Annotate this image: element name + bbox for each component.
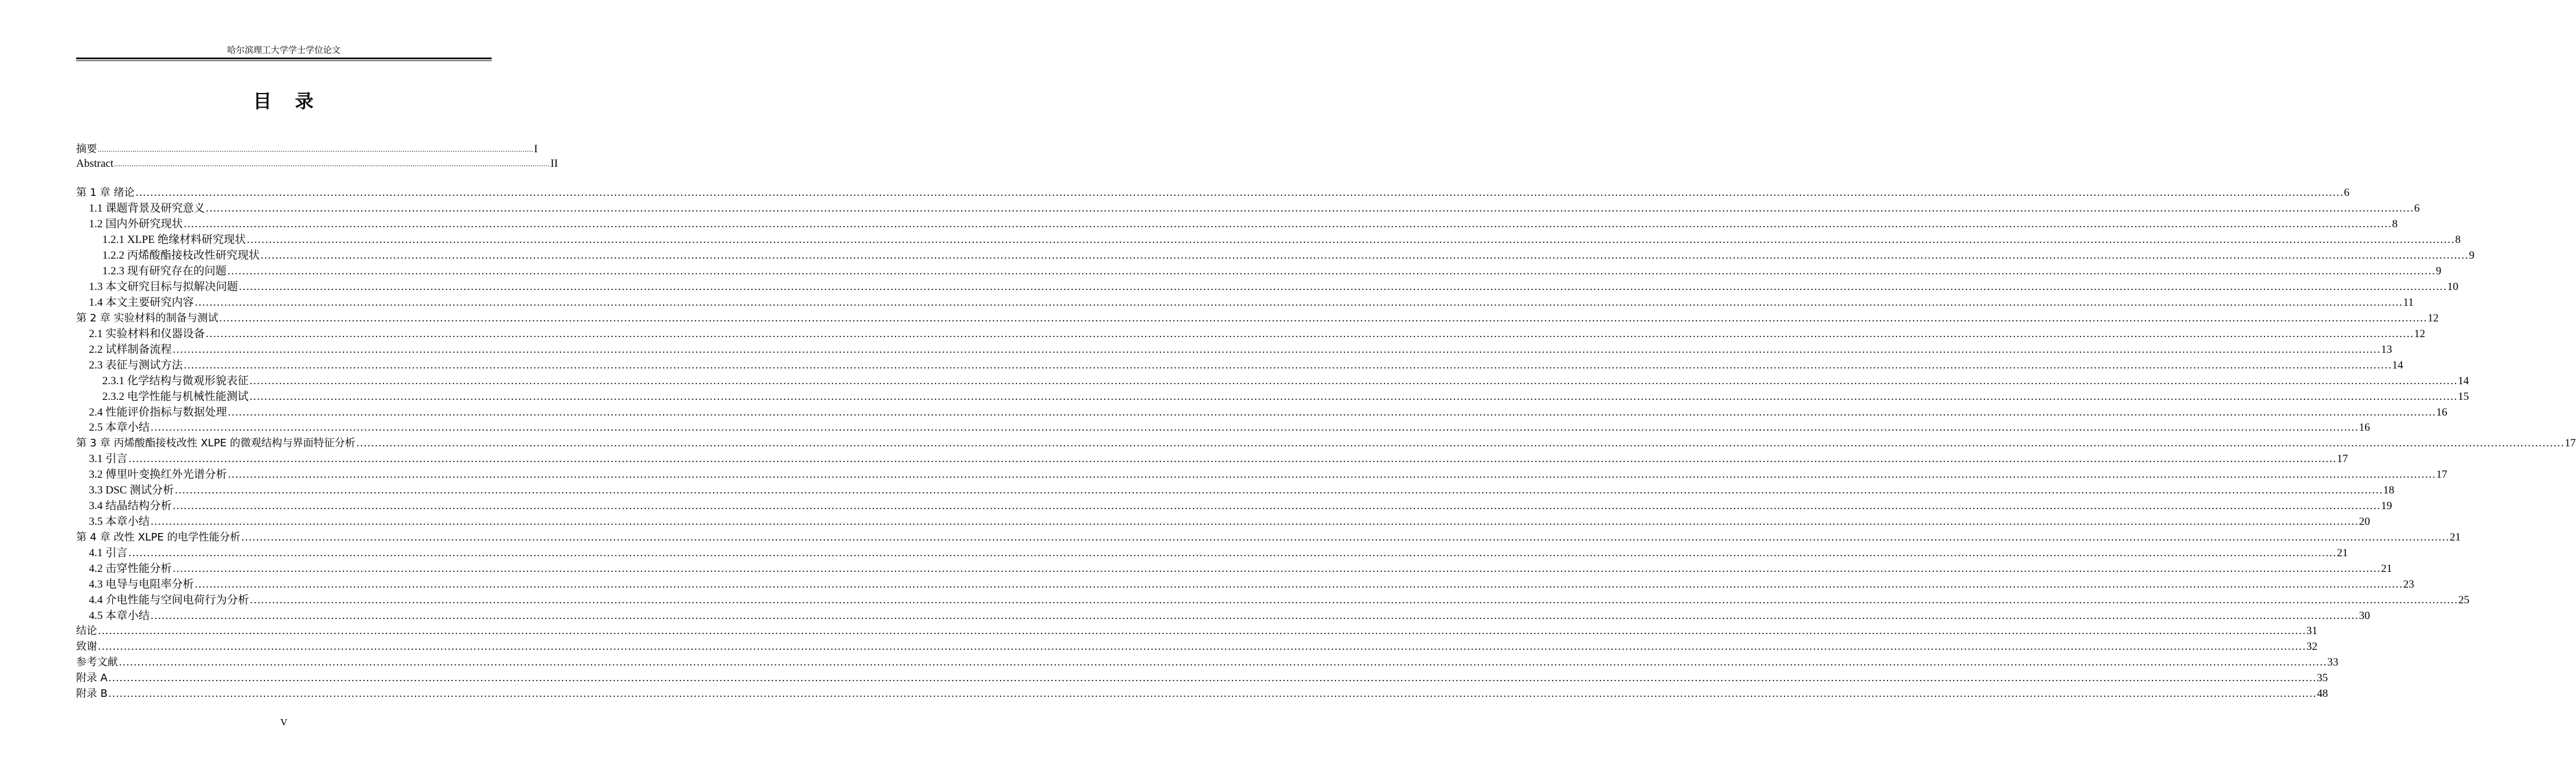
title-char-2: 录 — [295, 90, 315, 112]
toc-entry-label: 1.4 本文主要研究内容 — [89, 296, 194, 309]
toc-entry-page: 32 — [2306, 641, 2317, 653]
toc-entry-page: 18 — [2383, 484, 2395, 496]
toc-leader-dots: …………………………………………………………………………………………………………………………………………………………………………………………………………………………………………………………………………………………………………………………………………………………………………………………………………………………………………………………………………………………………………………………………………………… — [205, 328, 2414, 340]
toc-leader-dots: …………………………………………………………………………………………………………………………………………………………………………………………………………………………………………………………………………………………………………………………………………………………………………………………………………………………………………………………………………………………………………………………………………………… — [205, 202, 2414, 214]
toc-leader-dots: …………………………………………………………………………………………………………………………………………………………………………………………………………………………………………………………………………………………………………………………………………………………………………………………………………………………………………………………………………………………………………………………………………………… — [356, 437, 2564, 449]
toc-entry-page: 48 — [2317, 688, 2328, 700]
toc-entry — [76, 156, 558, 171]
toc-entry-label: 2.1 实验材料和仪器设备 — [89, 328, 205, 340]
toc-entry-label: 2.2 试样制备流程 — [89, 344, 172, 356]
toc-entry — [76, 405, 2448, 420]
toc-entry — [76, 482, 2395, 498]
toc-entry-label: 4.2 击穿性能分析 — [89, 563, 172, 575]
toc-entry-page: 17 — [2564, 437, 2576, 449]
toc-leader-dots: …………………………………………………………………………………………………………………………………………………………………………………………………………………………………………………………………………………………………………………………………………………………………………………………………………………………………………………………………………………………………………………………………………………… — [150, 421, 2359, 434]
toc-entry-label: 附录 A — [76, 672, 108, 684]
toc-entry-label: 3.1 引言 — [89, 453, 128, 465]
toc-entry-label: 1.2.2 丙烯酸酯接枝改性研究现状 — [102, 249, 260, 262]
toc-entry-label: Abstract — [76, 158, 114, 170]
toc-entry-label: 4.4 介电性能与空间电荷行为分析 — [89, 594, 249, 606]
toc-entry-page: 31 — [2306, 625, 2317, 637]
toc-entry-label: 3.2 傅里叶变换红外光谱分析 — [89, 468, 227, 481]
header-rule-thin — [76, 60, 492, 61]
toc-entry-page: 25 — [2458, 594, 2470, 606]
toc-entry-page: 6 — [2414, 202, 2420, 214]
toc-entry-page: 21 — [2337, 547, 2348, 559]
toc-entry-label: 4.5 本章小结 — [89, 610, 150, 622]
toc-entry-label: 2.3 表征与测试方法 — [89, 359, 183, 371]
toc-entry — [76, 357, 2403, 373]
toc-entry — [76, 514, 2370, 529]
toc-leader-dots: …………………………………………………………………………………………………………………………………………………………………………………………………………………………………………………………………………………………………………………………………………………………………………………………………………………………………………………………………………………………………………………………………………………… — [227, 468, 2436, 481]
toc-entry-page: 10 — [2447, 281, 2459, 293]
toc-entry — [76, 420, 2370, 435]
toc-entry-page: 21 — [2381, 563, 2392, 575]
toc-entry — [76, 201, 2420, 216]
toc-entry-page: 11 — [2403, 296, 2414, 309]
toc-leader-dots: …………………………………………………………………………………………………………………………………………………………………………………………………………………………………………………………………………………………………………………………………………………………………………………………………………………………………………………………………………………………………………………………………………………… — [260, 249, 2468, 262]
toc-leader-dots: …………………………………………………………………………………………………………………………………………………………………………………………………………………………………………………………………………………………………………………………………………………………………………………………………………………………………………………………………………………………………………………………………………………… — [128, 547, 2337, 559]
toc-entry-label: 1.2.3 现有研究存在的问题 — [102, 265, 227, 277]
toc-entry — [76, 373, 2469, 389]
toc-entry-page: 9 — [2468, 249, 2475, 262]
toc-leader-dots: …………………………………………………………………………………………………………………………………………………………………………………………………………………………………………………………………………………………………………………………………………………………………………………………………………………………………………………………………………………………………………………………………………………… — [174, 484, 2383, 496]
toc-entry-page: 9 — [2435, 265, 2442, 277]
toc-entry-label: 3.4 结晶结构分析 — [89, 500, 172, 512]
toc-entry-page: I — [534, 143, 538, 155]
toc-entry-label: 2.3.1 化学结构与微观形貌表征 — [102, 375, 249, 387]
toc-leader-dots: …………………………………………………………………………………………………………………………………………………………………………………………………………………………………………………………………………………………………………………………………………………………………………………………………………………………………………………………………………………………………………………………………………………… — [108, 688, 2317, 700]
toc-entry-label: 摘要 — [76, 143, 97, 155]
toc-entry-label: 致谢 — [76, 641, 97, 653]
toc-entry — [76, 185, 2350, 201]
toc-leader-dots: …………………………………………………………………………………………………………………………………………………………………………………………………………………………………………………………………………………………………………………………………………………………………………………………………………………………………………………………………………………………………………………………………………………… — [246, 234, 2455, 246]
toc-entry-page: 15 — [2457, 391, 2469, 403]
toc-entry-page: 12 — [2427, 312, 2439, 324]
toc-entry-label: 3.5 本章小结 — [89, 516, 150, 528]
toc-entry-page: 35 — [2317, 672, 2328, 684]
toc-entry — [76, 279, 2459, 295]
toc-leader-dots: …………………………………………………………………………………………………………………………………………………………………………………………………………………………………………………………………………………………………………………………………………………………………………………………………………………………………………………………………………………………………………………………………………………… — [227, 265, 2435, 277]
toc-entry — [76, 529, 2461, 545]
toc-entry-page: 12 — [2414, 328, 2425, 340]
toc-entry-label: 2.4 性能评价指标与数据处理 — [89, 406, 227, 418]
toc-entry-page: 8 — [2392, 218, 2398, 230]
toc-entry — [76, 577, 2414, 592]
toc-leader-dots: …………………………………………………………………………………………………………………………………………………………………………………………………………………………………………………………………………………………………………………………………………………………………………………………………………………………………………………………………………………………………………………………………………………… — [98, 641, 2306, 653]
toc-leader-dots: …………………………………………………………………………………………………………………………………………………………………………………………………………………………………………………………………………………………………………………………………………………………………………………………………………………………………………………………………………………………………………………………………………………… — [172, 563, 2381, 575]
toc-entry-label: 第 2 章 实验材料的制备与测试 — [76, 312, 218, 324]
toc-entry — [76, 248, 2475, 263]
toc-leader-dots: …………………………………………………………………………………………………………………………………………………………………………………………………………………………………………………………………………………………………………………………………………………………………………………………………………………………………………………………………………………………………………………………………………………… — [183, 218, 2392, 230]
toc-entry — [76, 435, 2576, 451]
toc-entry-page: 21 — [2449, 531, 2461, 543]
toc-leader-dots: …………………………………………………………………………………………………………………………………………………………………………………………………………………………………………………………………………………………………………………………………………………………………………………………………………………………………………………………………………………………………………………………………………………… — [249, 594, 2458, 606]
toc-entry-label: 附录 B — [76, 688, 108, 700]
toc-entry — [76, 623, 2317, 639]
toc-entry — [76, 216, 2398, 232]
toc-entry-label: 第 4 章 改性 XLPE 的电学性能分析 — [76, 531, 241, 543]
toc-leader-dots: ........................................................................................................................................................................................................ — [98, 145, 533, 153]
toc-leader-dots: …………………………………………………………………………………………………………………………………………………………………………………………………………………………………………………………………………………………………………………………………………………………………………………………………………………………………………………………………………………………………………………………………………………… — [249, 391, 2457, 403]
toc-entry — [76, 451, 2348, 467]
toc-entry-label: 4.1 引言 — [89, 547, 128, 559]
toc-entry — [76, 342, 2392, 357]
toc-entry-label: 4.3 电导与电阻率分析 — [89, 578, 194, 591]
running-header: 哈尔滨理工大学学士学位论文 — [227, 46, 341, 55]
toc-entry-page: 14 — [2392, 359, 2403, 371]
toc-entry-label: 3.3 DSC 测试分析 — [89, 484, 174, 496]
toc-entry — [76, 310, 2439, 326]
toc-leader-dots: …………………………………………………………………………………………………………………………………………………………………………………………………………………………………………………………………………………………………………………………………………………………………………………………………………………………………………………………………………………………………………………………………………………… — [150, 610, 2359, 622]
toc-entry-label: 1.2 国内外研究现状 — [89, 218, 183, 230]
toc-entry — [76, 389, 2469, 405]
toc-entry — [76, 608, 2370, 624]
toc-entry-page: 6 — [2344, 187, 2350, 199]
toc-entry — [76, 326, 2425, 342]
toc-entry — [76, 639, 2317, 654]
toc-leader-dots: …………………………………………………………………………………………………………………………………………………………………………………………………………………………………………………………………………………………………………………………………………………………………………………………………………………………………………………………………………………………………………………………………………………… — [98, 625, 2306, 637]
toc-leader-dots: …………………………………………………………………………………………………………………………………………………………………………………………………………………………………………………………………………………………………………………………………………………………………………………………………………………………………………………………………………………………………………………………………………………… — [108, 672, 2317, 684]
toc-entry — [76, 686, 2328, 702]
toc-entry-page: II — [550, 158, 558, 170]
header-rule-thick — [76, 58, 492, 59]
toc-entry — [76, 561, 2392, 577]
toc-leader-dots: …………………………………………………………………………………………………………………………………………………………………………………………………………………………………………………………………………………………………………………………………………………………………………………………………………………………………………………………………………………………………………………………………………………… — [172, 344, 2381, 356]
toc-leader-dots: …………………………………………………………………………………………………………………………………………………………………………………………………………………………………………………………………………………………………………………………………………………………………………………………………………………………………………………………………………………………………………………………………………………… — [218, 312, 2427, 324]
toc-entry — [76, 545, 2348, 561]
toc-entry-page: 16 — [2436, 406, 2448, 418]
toc-entry-label: 参考文献 — [76, 656, 118, 668]
toc-leader-dots: …………………………………………………………………………………………………………………………………………………………………………………………………………………………………………………………………………………………………………………………………………………………………………………………………………………………………………………………………………………………………………………………………………………… — [194, 296, 2403, 309]
toc-entry-label: 1.2.1 XLPE 绝缘材料研究现状 — [102, 234, 246, 246]
title-char-1: 目 — [253, 90, 273, 112]
toc-entry-page: 14 — [2457, 375, 2469, 387]
toc-entry-label: 第 3 章 丙烯酸酯接枝改性 XLPE 的微观结构与界面特征分析 — [76, 437, 356, 449]
toc-leader-dots: …………………………………………………………………………………………………………………………………………………………………………………………………………………………………………………………………………………………………………………………………………………………………………………………………………………………………………………………………………………………………………………………………………………… — [135, 187, 2344, 199]
toc-entry-page: 13 — [2381, 344, 2392, 356]
toc-entry-page: 20 — [2359, 516, 2370, 528]
toc-leader-dots: …………………………………………………………………………………………………………………………………………………………………………………………………………………………………………………………………………………………………………………………………………………………………………………………………………………………………………………………………………………………………………………………………………………… — [238, 281, 2447, 293]
toc-leader-dots: …………………………………………………………………………………………………………………………………………………………………………………………………………………………………………………………………………………………………………………………………………………………………………………………………………………………………………………………………………………………………………………………………………………… — [172, 500, 2381, 512]
toc-entry — [76, 592, 2470, 608]
toc-entry — [76, 232, 2461, 248]
toc-leader-dots: ........................................................................................................................................................................................................ — [114, 159, 550, 168]
toc-entry — [76, 141, 538, 157]
toc-entry-label: 1.1 课题背景及研究意义 — [89, 202, 205, 214]
toc-leader-dots: …………………………………………………………………………………………………………………………………………………………………………………………………………………………………………………………………………………………………………………………………………………………………………………………………………………………………………………………………………………………………………………………………………………… — [249, 375, 2457, 387]
toc-leader-dots: …………………………………………………………………………………………………………………………………………………………………………………………………………………………………………………………………………………………………………………………………………………………………………………………………………………………………………………………………………………………………………………………………………………… — [128, 453, 2337, 465]
toc-entry-page: 8 — [2455, 234, 2461, 246]
toc-entry-label: 2.3.2 电学性能与机械性能测试 — [102, 391, 249, 403]
toc-entry-page: 33 — [2327, 656, 2338, 668]
toc-leader-dots: …………………………………………………………………………………………………………………………………………………………………………………………………………………………………………………………………………………………………………………………………………………………………………………………………………………………………………………………………………………………………………………………………………………… — [241, 531, 2449, 543]
toc-entry-page: 16 — [2359, 421, 2370, 434]
toc-leader-dots: …………………………………………………………………………………………………………………………………………………………………………………………………………………………………………………………………………………………………………………………………………………………………………………………………………………………………………………………………………………………………………………………………………………… — [183, 359, 2392, 371]
toc-entry — [76, 498, 2392, 514]
page-title — [76, 89, 492, 113]
toc-entry-page: 23 — [2403, 578, 2414, 591]
toc-entry-label: 结论 — [76, 625, 97, 637]
toc-entry — [76, 670, 2328, 686]
toc-leader-dots: …………………………………………………………………………………………………………………………………………………………………………………………………………………………………………………………………………………………………………………………………………………………………………………………………………………………………………………………………………………………………………………………………………………… — [119, 656, 2327, 668]
toc-entry-page: 30 — [2359, 610, 2370, 622]
toc-entry-page: 17 — [2436, 468, 2448, 481]
toc-leader-dots: …………………………………………………………………………………………………………………………………………………………………………………………………………………………………………………………………………………………………………………………………………………………………………………………………………………………………………………………………………………………………………………………………………………… — [194, 578, 2403, 591]
toc-leader-dots: …………………………………………………………………………………………………………………………………………………………………………………………………………………………………………………………………………………………………………………………………………………………………………………………………………………………………………………………………………………………………………………………………………………… — [227, 406, 2436, 418]
toc-entry-page: 19 — [2381, 500, 2392, 512]
toc-leader-dots: …………………………………………………………………………………………………………………………………………………………………………………………………………………………………………………………………………………………………………………………………………………………………………………………………………………………………………………………………………………………………………………………………………………… — [150, 516, 2359, 528]
toc-entry-page: 17 — [2337, 453, 2348, 465]
toc-entry-label: 第 1 章 绪论 — [76, 187, 135, 199]
toc-entry-label: 2.5 本章小结 — [89, 421, 150, 434]
toc-entry — [76, 263, 2442, 279]
toc-entry — [76, 654, 2338, 670]
toc-entry-label: 1.3 本文研究目标与拟解决问题 — [89, 281, 238, 293]
page-number: V — [280, 717, 288, 728]
toc-entry — [76, 295, 2414, 310]
toc-entry — [76, 467, 2448, 482]
